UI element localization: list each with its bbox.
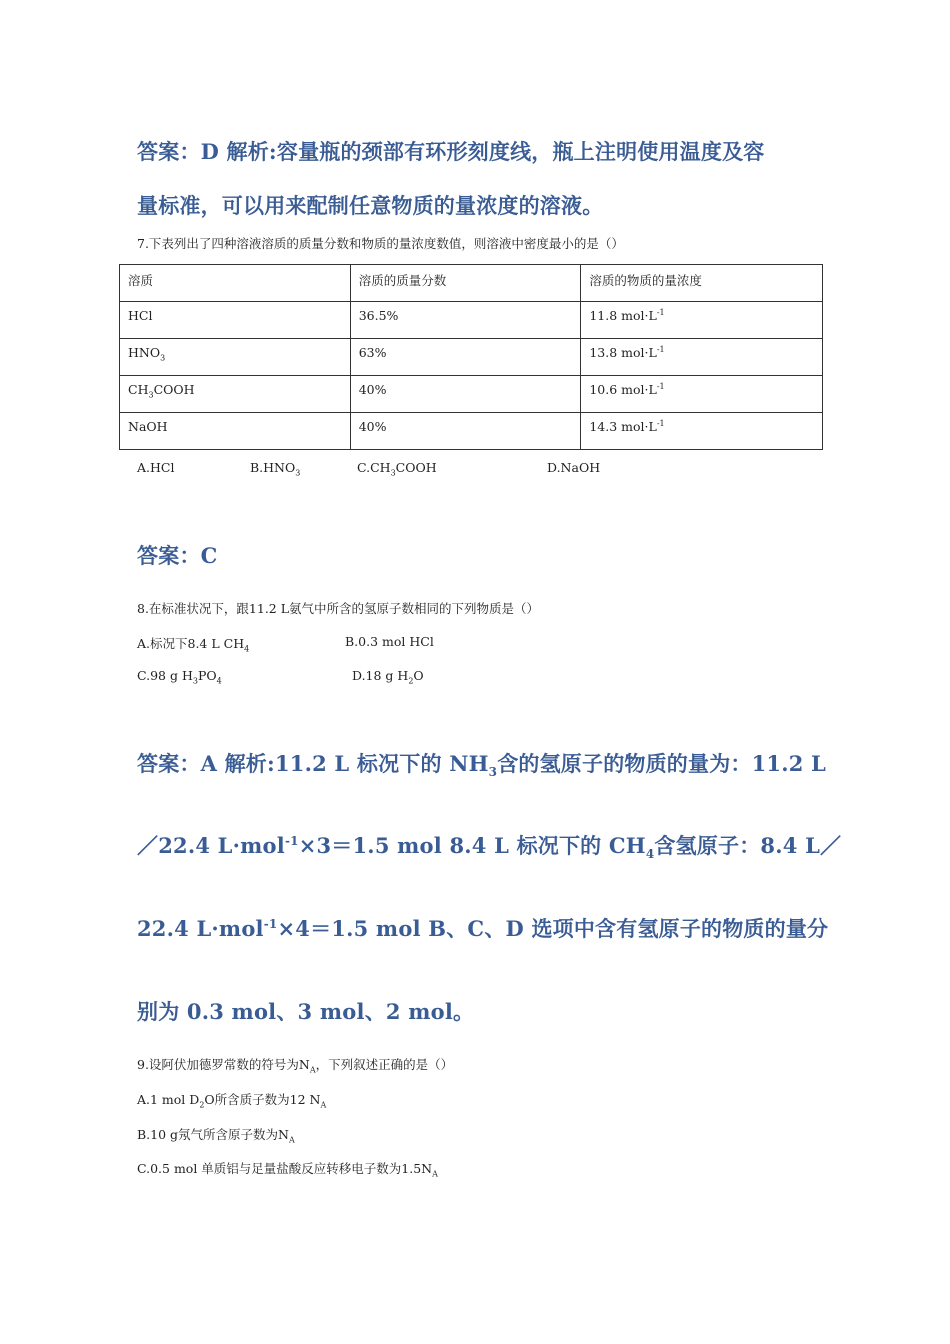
q8-option-d: D.18 g $H_2O$ (352, 668, 424, 686)
table-row (120, 376, 823, 413)
q9-option-c: C.0.5 mol 单质铝与足量盐酸反应转移电子数为$1.5N_A$ (137, 1161, 438, 1179)
solute-cell: $HNO_3$ (120, 339, 351, 376)
answer-7: 答案：C (137, 543, 218, 568)
table-row (120, 302, 823, 339)
answer-6-line-1: 答案：D 解析:容量瓶的颈部有环形刻度线，瓶上注明使用温度及容 (137, 139, 765, 164)
q7-option-b: $B.HNO_3$ (250, 460, 301, 478)
q8-option-b: B.0.3 mol HCl (345, 634, 434, 649)
table-header-cell: 溶质的质量分数 (350, 265, 581, 302)
question-8-stem: 8.在标准状况下，跟11.2 L氨气中所含的氢原子数相同的下列物质是（） (137, 601, 540, 616)
q7-option-c: $C.CH_3COOH$ (357, 460, 437, 478)
table-row (120, 413, 823, 450)
q7-option-a: A.HCl (137, 460, 175, 475)
question-7-table (119, 264, 823, 450)
solute-cell: NaOH (120, 413, 351, 450)
table-header-row (120, 265, 823, 302)
conc-cell: 10.6 $mol\cdot L^{-1}$ (581, 376, 823, 413)
fraction-cell: 40% (350, 376, 581, 413)
conc-cell: 13.8 $mol\cdot L^{-1}$ (581, 339, 823, 376)
q8-option-c: C.98 g $H_3PO_4$ (137, 668, 222, 686)
question-9-stem: 9.设阿伏加德罗常数的符号为$N_A$，下列叙述正确的是（） (137, 1057, 454, 1075)
fraction-cell: 63% (350, 339, 581, 376)
answer-6-line-2: 量标准，可以用来配制任意物质的量浓度的溶液。 (137, 193, 604, 218)
q8-option-a: A.标况下8.4 L $CH_4$ (137, 636, 250, 654)
answer-8-line-2: ／22.4 L·mol$^{-1}$×3＝1.5 mol 8.4 L 标况下的 $CH_4$含氢原子：8.4 L／ (137, 833, 842, 862)
table-header-cell: 溶质 (120, 265, 351, 302)
solute-cell: $CH_3COOH$ (120, 376, 351, 413)
conc-cell: 11.8 $mol\cdot L^{-1}$ (581, 302, 823, 339)
answer-8-line-4: 别为 0.3 mol、3 mol、2 mol。 (137, 999, 475, 1024)
q9-option-a: A.1 mol $D_2O$所含质子数为12 $N_A$ (137, 1092, 327, 1110)
table-row (120, 339, 823, 376)
fraction-cell: 40% (350, 413, 581, 450)
q7-option-d: D.NaOH (547, 460, 601, 475)
solute-cell: HCl (120, 302, 351, 339)
question-7-stem: 7.下表列出了四种溶液溶质的质量分数和物质的量浓度数值，则溶液中密度最小的是（） (137, 236, 624, 251)
answer-8-line-1: 答案：A 解析:11.2 L 标况下的 $NH_3$含的氢原子的物质的量为：11.2 L (137, 751, 827, 780)
fraction-cell: 36.5% (350, 302, 581, 339)
conc-cell: 14.3 $mol\cdot L^{-1}$ (581, 413, 823, 450)
q9-option-b: B.10 g氖气所含原子数为$N_A$ (137, 1127, 295, 1145)
table-header-cell: 溶质的物质的量浓度 (581, 265, 823, 302)
answer-8-line-3: 22.4 L·mol$^{-1}$×4＝1.5 mol B、C、D 选项中含有氢原子的物质的量分 (137, 916, 829, 941)
